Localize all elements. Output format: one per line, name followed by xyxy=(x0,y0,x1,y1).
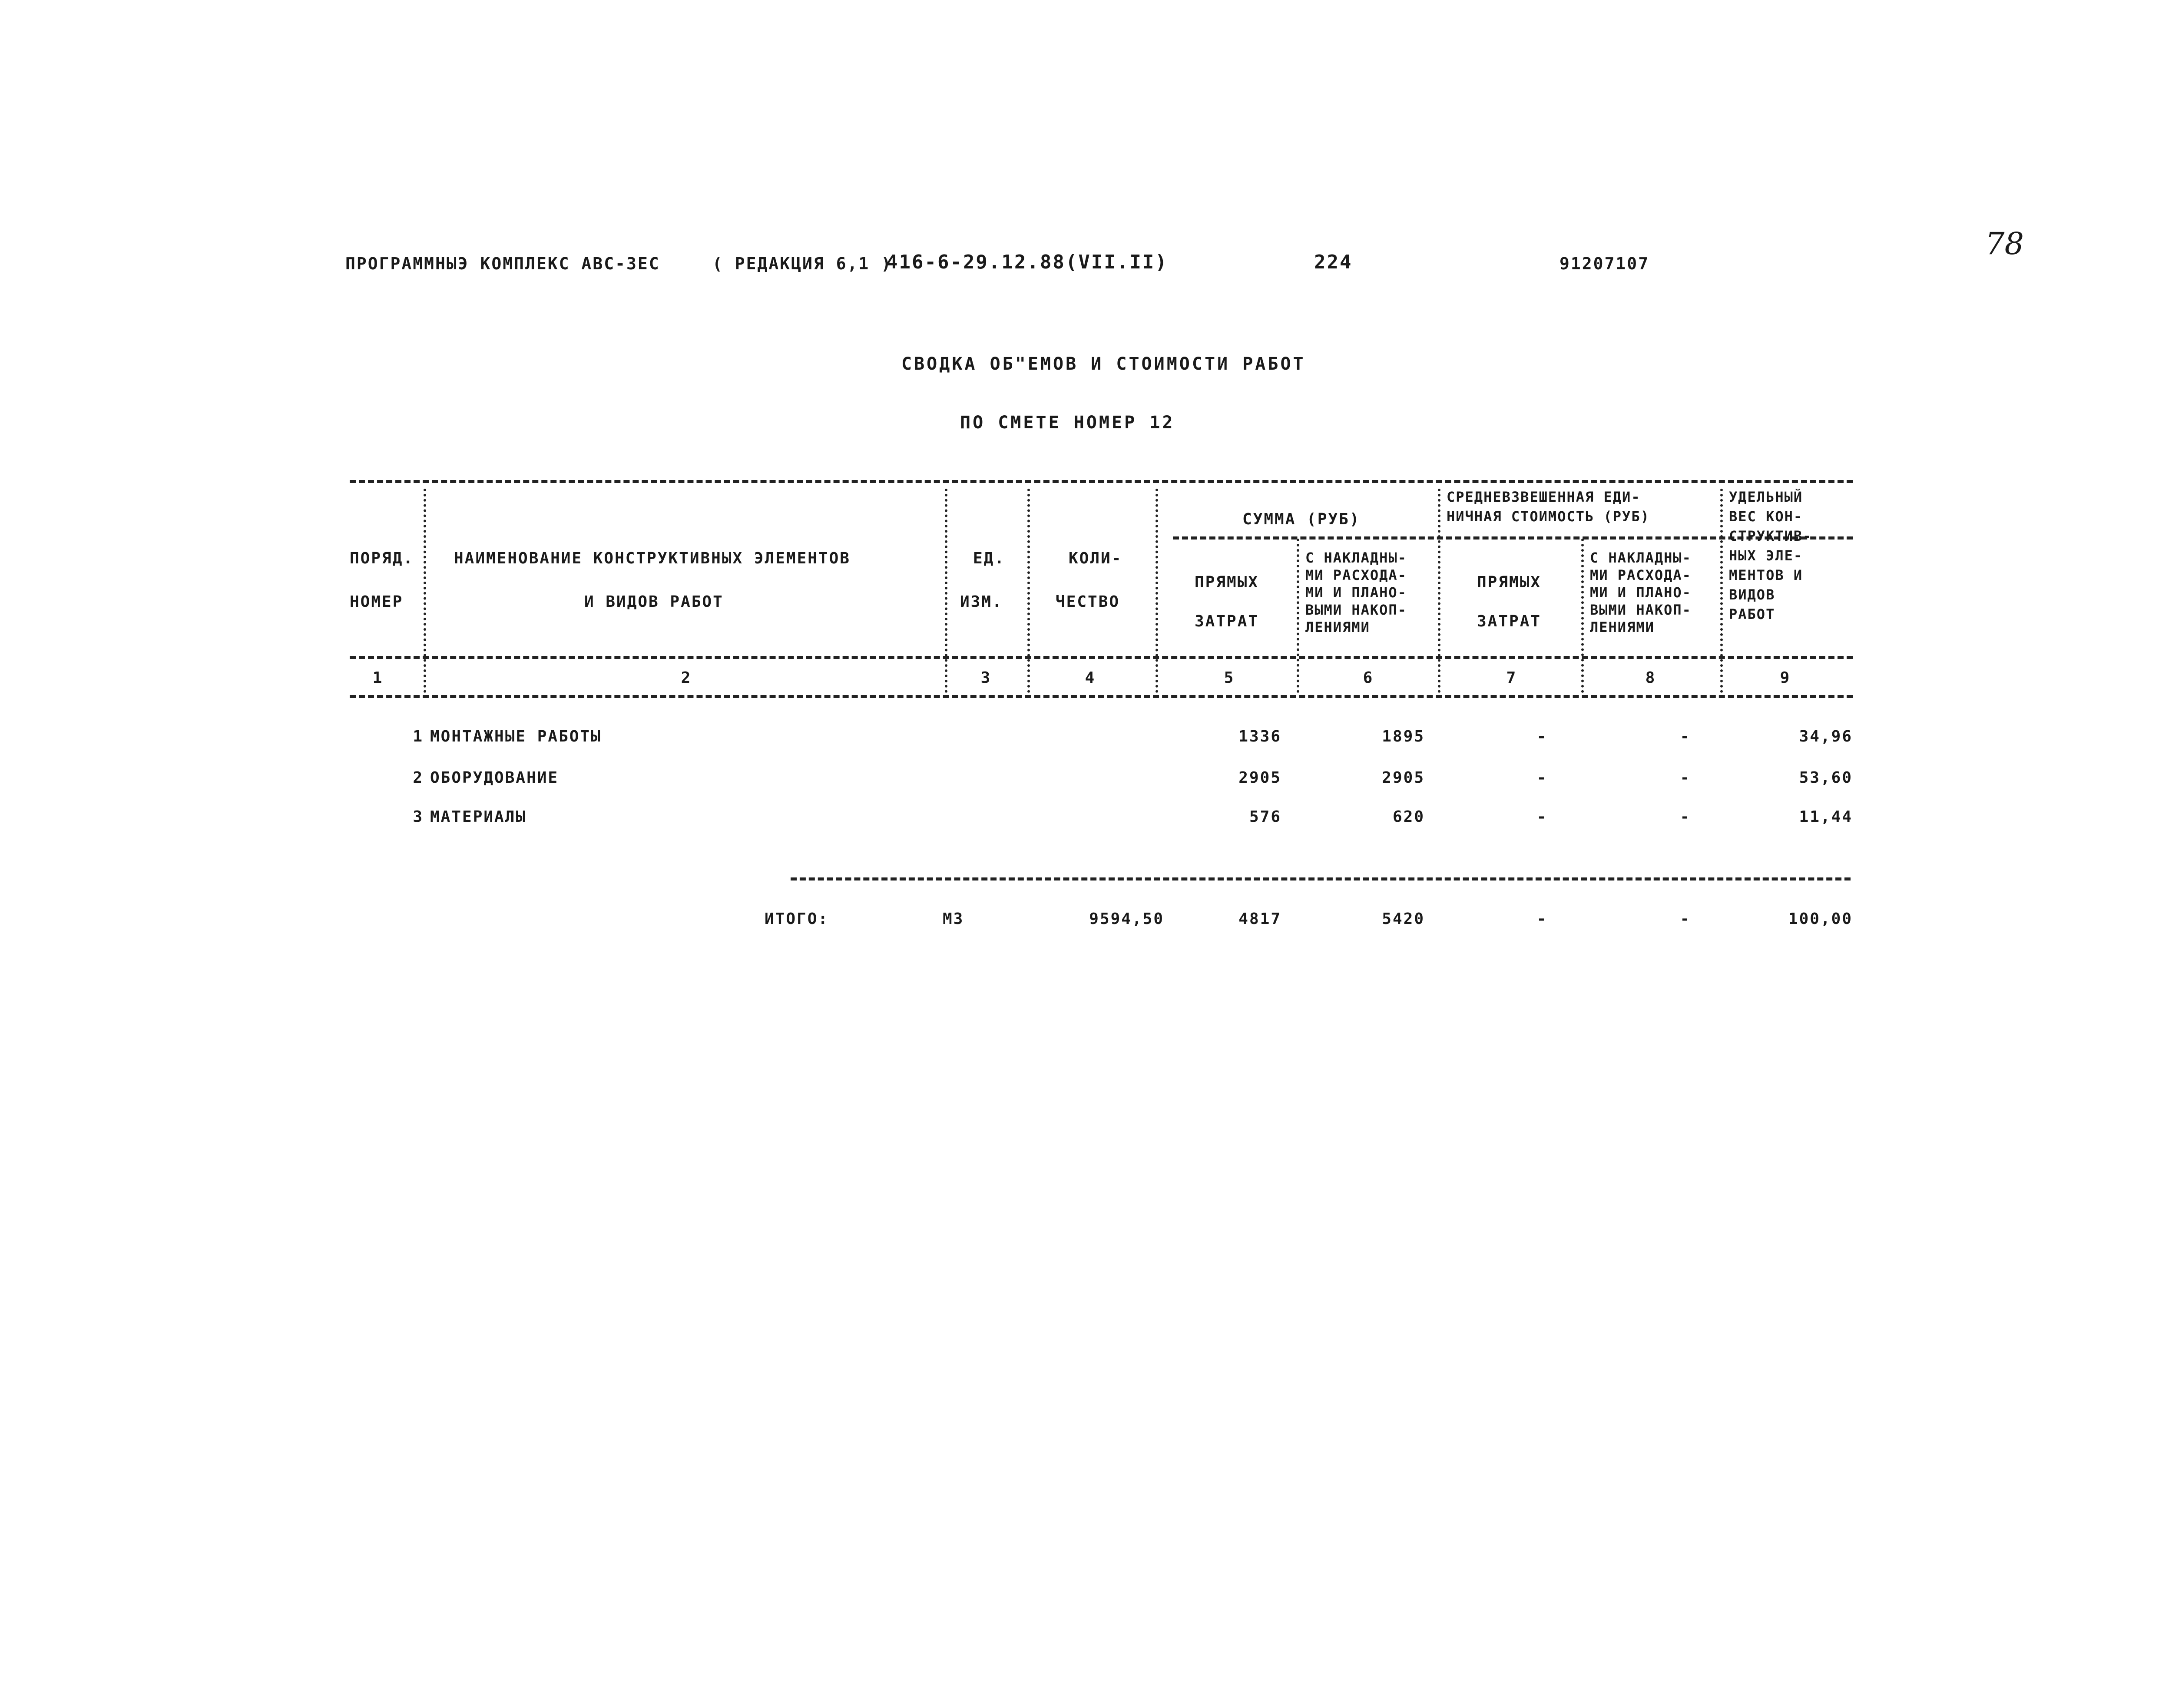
col8-header-l4: ВЫМИ НАКОП- xyxy=(1590,602,1692,618)
row1-avg-direct: - xyxy=(1536,728,1548,745)
col7-header-l1: ПРЯМЫХ xyxy=(1477,573,1542,591)
table-top-rule xyxy=(350,480,1853,483)
col2-header-l2: И ВИДОВ РАБОТ xyxy=(584,593,724,611)
col-separator xyxy=(1156,489,1158,693)
col-separator xyxy=(1720,489,1723,693)
col9-header-l5: МЕНТОВ И xyxy=(1729,567,1803,583)
col6-header-l1: С НАКЛАДНЫ- xyxy=(1305,549,1407,566)
avg-group-header-l1: СРЕДНЕВЗВЕШЕННАЯ ЕДИ- xyxy=(1447,489,1641,505)
col-number-3: 3 xyxy=(980,669,992,687)
row2-share: 53,60 xyxy=(1799,769,1853,787)
col8-header-l5: ЛЕНИЯМИ xyxy=(1590,619,1655,636)
document-title: СВОДКА ОБ"ЕМОВ И СТОИМОСТИ РАБОТ xyxy=(901,354,1306,374)
col-separator xyxy=(424,489,426,693)
col8-header-l3: МИ И ПЛАНО- xyxy=(1590,584,1692,601)
row2-direct: 2905 xyxy=(1238,769,1281,787)
col6-header-l5: ЛЕНИЯМИ xyxy=(1305,619,1370,636)
total-avg-overhead: - xyxy=(1680,910,1691,928)
row1-share: 34,96 xyxy=(1799,728,1853,745)
col-separator xyxy=(1297,539,1299,693)
row2-name: ОБОРУДОВАНИЕ xyxy=(430,769,559,787)
col-number-7: 7 xyxy=(1506,669,1517,687)
total-share: 100,00 xyxy=(1788,910,1853,928)
col-number-6: 6 xyxy=(1363,669,1374,687)
total-rule xyxy=(791,877,1851,880)
row1-direct: 1336 xyxy=(1238,728,1281,745)
col-separator xyxy=(1438,489,1440,693)
col9-header-l7: РАБОТ xyxy=(1729,606,1775,622)
col8-header-l1: С НАКЛАДНЫ- xyxy=(1590,549,1692,566)
row3-avg-overhead: - xyxy=(1680,808,1691,826)
col4-header-l1: КОЛИ- xyxy=(1069,549,1122,567)
sum-group-header: СУММА (РУБ) xyxy=(1242,510,1361,528)
col2-header-l1: НАИМЕНОВАНИЕ КОНСТРУКТИВНЫХ ЭЛЕМЕНТОВ xyxy=(454,549,851,567)
col-number-1: 1 xyxy=(372,669,384,687)
total-quantity: 9594,50 xyxy=(1089,910,1164,928)
col3-header-l1: ЕД. xyxy=(973,549,1006,567)
col1-header-l2: НОМЕР xyxy=(350,593,404,611)
avg-group-header-l2: НИЧНАЯ СТОИМОСТЬ (РУБ) xyxy=(1447,508,1650,525)
row1-name: МОНТАЖНЫЕ РАБОТЫ xyxy=(430,728,602,745)
row3-share: 11,44 xyxy=(1799,808,1853,826)
col-separator xyxy=(1027,489,1030,693)
col-separator xyxy=(1581,539,1584,693)
row3-direct: 576 xyxy=(1249,808,1281,826)
col6-header-l2: МИ РАСХОДА- xyxy=(1305,567,1407,583)
total-direct: 4817 xyxy=(1238,910,1281,928)
document-subtitle: ПО СМЕТЕ НОМЕР 12 xyxy=(960,413,1175,433)
form-code: 416-6-29.12.88(VII.II) xyxy=(886,251,1168,273)
row3-num: 3 xyxy=(413,808,424,826)
col-number-2: 2 xyxy=(681,669,692,687)
col6-header-l4: ВЫМИ НАКОП- xyxy=(1305,602,1407,618)
row3-overhead: 620 xyxy=(1392,808,1425,826)
col5-header-l2: ЗАТРАТ xyxy=(1195,612,1259,630)
page-number: 224 xyxy=(1314,251,1353,273)
col-number-8: 8 xyxy=(1645,669,1656,687)
col9-header-l2: ВЕС КОН- xyxy=(1729,508,1803,525)
row2-num: 2 xyxy=(413,769,424,787)
numbers-bottom-rule xyxy=(350,695,1853,698)
col5-header-l1: ПРЯМЫХ xyxy=(1195,573,1259,591)
col-number-4: 4 xyxy=(1085,669,1096,687)
col1-header-l1: ПОРЯД. xyxy=(350,549,414,567)
col-number-9: 9 xyxy=(1780,669,1791,687)
row1-overhead: 1895 xyxy=(1382,728,1425,745)
row1-num: 1 xyxy=(413,728,424,745)
row2-overhead: 2905 xyxy=(1382,769,1425,787)
total-label: ИТОГО: xyxy=(765,910,829,928)
sheet-mark: 78 xyxy=(1985,226,2024,261)
total-unit: М3 xyxy=(943,910,964,928)
program-name: ПРОГРАММНЫЭ КОМПЛЕКС АВС-ЗЕС xyxy=(345,254,660,273)
row1-avg-overhead: - xyxy=(1680,728,1691,745)
col7-header-l2: ЗАТРАТ xyxy=(1477,612,1542,630)
header-bottom-rule xyxy=(350,656,1853,659)
col9-header-l4: НЫХ ЭЛЕ- xyxy=(1729,547,1803,564)
col4-header-l2: ЧЕСТВО xyxy=(1056,593,1120,611)
col9-header-l6: ВИДОВ xyxy=(1729,586,1775,603)
col3-header-l2: ИЗМ. xyxy=(960,593,1003,611)
row2-avg-direct: - xyxy=(1536,769,1548,787)
col9-header-l3: СТРУКТИВ- xyxy=(1729,528,1812,544)
edition: ( РЕДАКЦИЯ 6,1 ) xyxy=(712,254,893,273)
document-number: 91207107 xyxy=(1559,254,1650,273)
col9-header-l1: УДЕЛЬНЫЙ xyxy=(1729,489,1803,505)
col8-header-l2: МИ РАСХОДА- xyxy=(1590,567,1692,583)
total-overhead: 5420 xyxy=(1382,910,1425,928)
row2-avg-overhead: - xyxy=(1680,769,1691,787)
col6-header-l3: МИ И ПЛАНО- xyxy=(1305,584,1407,601)
col-separator xyxy=(945,489,947,693)
total-avg-direct: - xyxy=(1536,910,1548,928)
row3-name: МАТЕРИАЛЫ xyxy=(430,808,527,826)
col-number-5: 5 xyxy=(1224,669,1235,687)
row3-avg-direct: - xyxy=(1536,808,1548,826)
